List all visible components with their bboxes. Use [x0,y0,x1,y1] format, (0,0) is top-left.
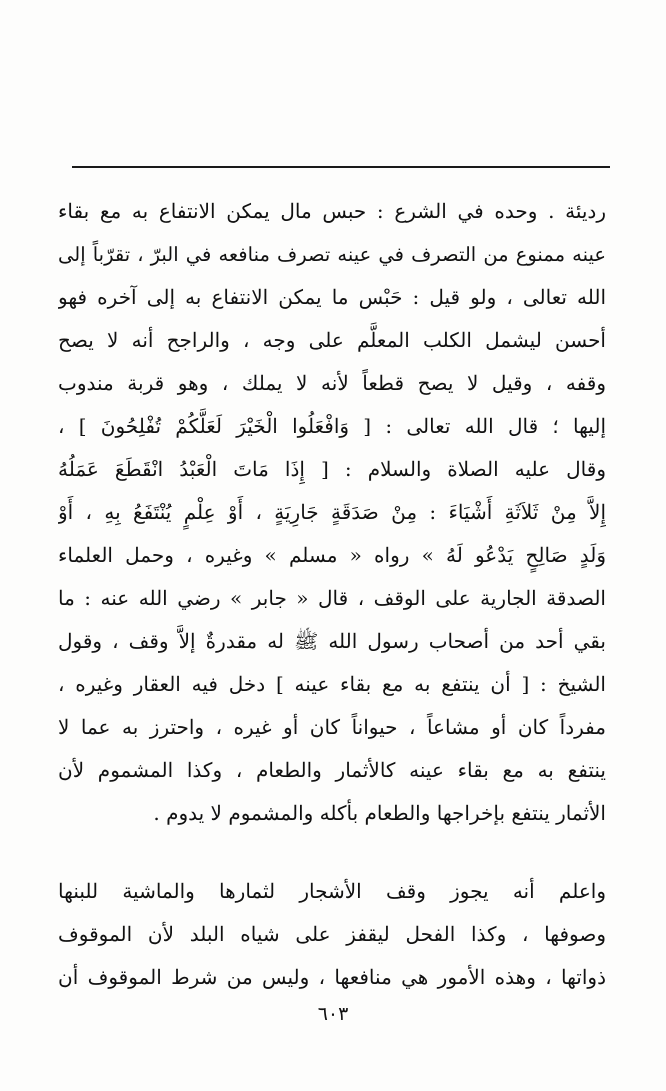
text-line: وقفه ، وقيل لا يصح قطعاً لأنه لا يملك ، وهو قربة مندوب [58,371,606,395]
text-line: مفرداً كان أو مشاعاً ، حيواناً كان أو غيره ، واحترز به عما لا [58,715,606,739]
text-line: الأثمار ينتفع بإخراجها والطعام بأكله والمشموم لا يدوم . [153,801,606,825]
text-line: ينتفع به مع بقاء عينه كالأثمار والطعام ، وكذا المشموم لأن [58,758,606,782]
text-line: عينه ممنوع من التصرف في عينه تصرف منافعه في البرّ ، تقرّباً إلى [58,243,606,266]
paragraph-2 [58,870,606,999]
text-line: وَلَدٍ صَالِحٍ يَدْعُو لَهُ » رواه « مسلم » وغيره ، وحمل العلماء [58,543,606,567]
text-line: بقي أحد من أصحاب رسول الله ﷺ له مقدرةٌ إلاَّ وقف ، وقول [58,629,606,653]
header-rule [72,166,610,168]
text-line: رديئة . وحده في الشرع : حبس مال يمكن الانتفاع به مع بقاء [58,199,606,223]
text-line: الله تعالى ، ولو قيل : حَبْس ما يمكن الانتفاع به إلى آخره فهو [58,285,606,309]
text-line: وقال عليه الصلاة والسلام : [ إِذَا مَاتَ الْعَبْدُ انْقَطَعَ عَمَلُهُ [58,457,606,481]
text-line: أحسن ليشمل الكلب المعلَّم على وجه ، والراجح أنه لا يصح [58,328,606,352]
text-line: واعلم أنه يجوز وقف الأشجار لثمارها والماشية للبنها [58,879,606,903]
text-line: ذواتها ، وهذه الأمور هي منافعها ، وليس من شرط الموقوف أن [58,965,606,989]
text-line: وصوفها ، وكذا الفحل ليقفز على شياه البلد لأن الموقوف [58,922,606,946]
text-line: إِلاَّ مِنْ ثَلاَثَةِ أَشْيَاءَ : مِنْ صَدَقَةٍ جَارِيَةٍ ، أَوْ عِلْمٍ يُنْتَفَعُ بِهِ ، أَوْ [58,500,606,524]
text-line: إليها ؛ قال الله تعالى : [ وَافْعَلُوا الْخَيْرَ لَعَلَّكُمْ تُفْلِحُونَ ] ، [58,414,606,438]
text-line: الصدقة الجارية على الوقف ، قال « جابر » رضي الله عنه : ما [58,586,606,610]
page-number: ٦٠٣ [317,1003,349,1025]
text-line: الشيخ : [ أن ينتفع به مع بقاء عينه ] دخل فيه العقار وغيره ، [58,672,606,696]
paragraph-1 [58,190,606,835]
